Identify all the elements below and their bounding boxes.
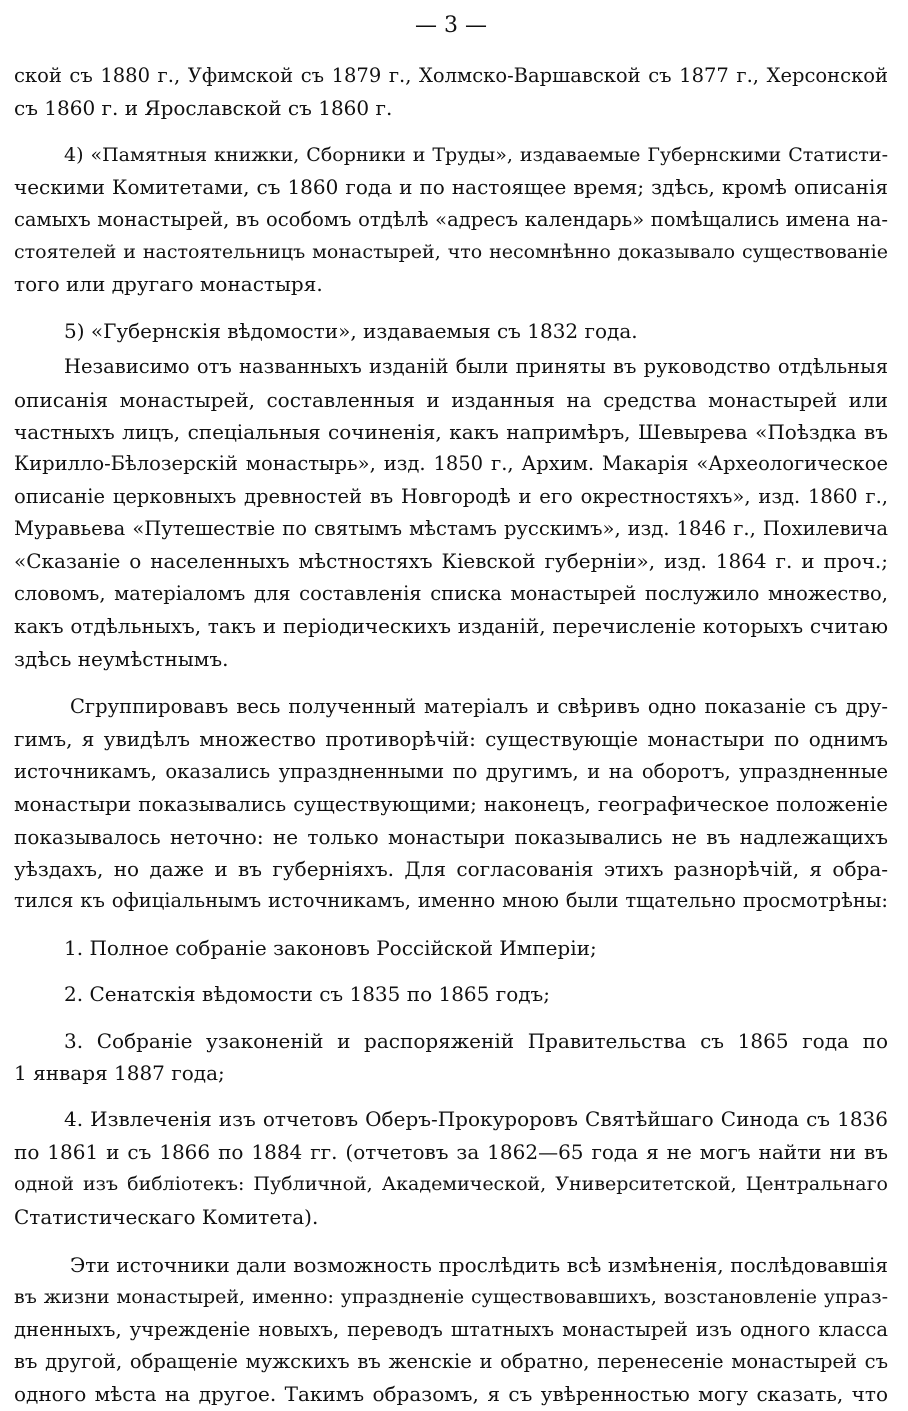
text-line: Муравьева «Путешествіе по святымъ мѣстамъ русскимъ», изд. 1846 г., Похилевича (14, 517, 888, 541)
text-line: ской съ 1880 г., Уфимской съ 1879 г., Холмско-Варшавской съ 1877 г., Херсонской (14, 64, 888, 87)
paragraph-3 (14, 315, 888, 347)
list-item-line: 1. Полное собраніе законовъ Россійской Имперіи; (64, 935, 597, 960)
list-item-4 (14, 1103, 888, 1233)
text-line: въ жизни монастырей, именно: упраздненіе существовавшихъ, возстановленіе упраз- (14, 1286, 888, 1309)
list-item-1 (14, 932, 888, 964)
paragraph-6 (14, 1249, 888, 1411)
text-line: въ другой, обращеніе мужскихъ въ женскіе и обратно, перенесеніе монастырей съ (14, 1350, 888, 1374)
text-line: съ 1860 г. и Ярославской съ 1860 г. (14, 96, 393, 121)
page-number: — 3 — (415, 13, 487, 38)
list-item-line: 3. Собраніе узаконеній и распоряженій Правительства съ 1865 года по (64, 1028, 888, 1053)
list-item-line: Статистическаго Комитета). (14, 1204, 319, 1229)
text-line: уѣздахъ, но даже и въ губерніяхъ. Для согласованія этихъ разнорѣчій, я обра- (14, 856, 888, 881)
text-line: описанія монастырей, составленныя и изданныя на средства монастырей или (14, 387, 888, 412)
list-item-3 (14, 1025, 888, 1090)
list-item-line: 1 января 1887 года; (14, 1060, 225, 1085)
text-line: того или другаго монастыря. (14, 272, 323, 297)
text-line: монастыри показывались существующими; наконецъ, географическое положеніе (14, 792, 888, 817)
text-line: Эти источники дали возможность прослѣдить всѣ измѣненія, послѣдовавшія (70, 1252, 888, 1277)
paragraph-2 (14, 139, 888, 301)
text-line: Сгруппировавъ весь полученный матеріалъ и свѣривъ одно показаніе съ дру- (70, 695, 888, 719)
paragraph-1 (14, 60, 888, 125)
list-item-line: одной изъ библіотекъ: Публичной, Академической, Университетской, Центральнаго (14, 1173, 888, 1196)
list-item-line: по 1861 и съ 1866 по 1884 гг. (отчетовъ за 1862—65 года я не могъ найти ни въ (14, 1139, 888, 1164)
text-line: словомъ, матеріаломъ для составленія списка монастырей послужило множество, (14, 581, 888, 605)
text-line: ческими Комитетами, съ 1860 года и по настоящее время; здѣсь, кромѣ описанія (14, 175, 888, 200)
text-line: самыхъ монастырей, въ особомъ отдѣлѣ «адресъ календарь» помѣщались имена на- (14, 207, 888, 231)
text-line: частныхъ лицъ, спеціальныя сочиненія, какъ напримѣръ, Шевырева «Поѣздка въ (14, 419, 888, 444)
list-item-line: 4. Извлеченія изъ отчетовъ Оберъ-Прокуроровъ Святѣйшаго Синода съ 1836 (64, 1107, 888, 1132)
text-line: тился къ офиціальнымъ источникамъ, именно мною были тщательно просмотрѣны: (14, 889, 888, 913)
list-item-2 (14, 978, 888, 1010)
paragraph-5 (14, 691, 888, 918)
text-line: источникамъ, оказались упраздненными по другимъ, и на оборотъ, упраздненные (14, 759, 888, 783)
text-line: стоятелей и настоятельницъ монастырей, что несомнѣнно доказывало существованіе (14, 240, 888, 263)
text-line: описаніе церковныхъ древностей въ Новгородѣ и его окрестностяхъ», изд. 1860 г., (14, 484, 888, 508)
text-line: одного мѣста на другое. Такимъ образомъ, я съ увѣренностью могу сказать, что (14, 1382, 888, 1407)
text-line: какъ отдѣльныхъ, такъ и періодическихъ изданій, перечисленіе которыхъ считаю (14, 614, 888, 639)
text-line: гимъ, я увидѣлъ множество противорѣчій: существующіе монастыри по однимъ (14, 727, 888, 752)
text-line: показывалось неточно: не только монастыри показывались не въ надлежащихъ (14, 824, 888, 849)
text-line: 5) «Губернскія вѣдомости», издаваемыя съ 1832 года. (64, 318, 638, 343)
text-line: Независимо отъ названныхъ изданій были приняты въ руководство отдѣльныя (64, 355, 888, 379)
text-line: Кирилло-Бѣлозерскій монастырь», изд. 1850 г., Архим. Макарія «Археологическое (14, 452, 888, 476)
paragraph-4 (14, 351, 888, 675)
text-line: «Сказаніе о населенныхъ мѣстностяхъ Кіевской губерніи», изд. 1864 г. и проч.; (14, 549, 888, 574)
text-line: 4) «Памятныя книжки, Сборники и Труды», издаваемые Губернскими Статисти- (64, 143, 888, 166)
text-line: дненныхъ, учрежденіе новыхъ, переводъ штатныхъ монастырей изъ одного класса (14, 1317, 888, 1341)
list-item-line: 2. Сенатскія вѣдомости съ 1835 по 1865 годъ; (64, 982, 551, 1007)
text-line: здѣсь неумѣстнымъ. (14, 646, 229, 671)
